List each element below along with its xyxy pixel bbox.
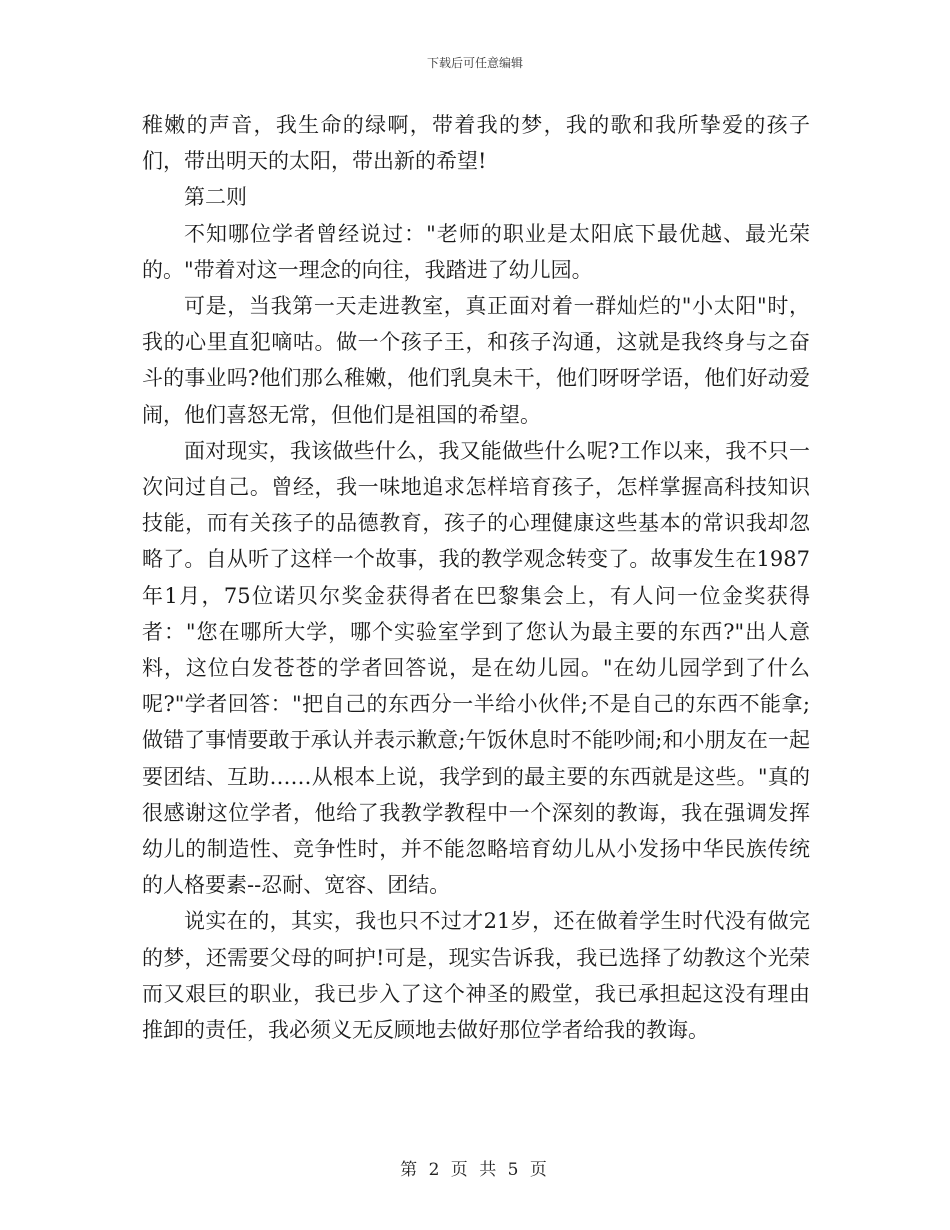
paragraph-4: 面对现实，我该做些什么，我又能做些什么呢?工作以来，我不只一次问过自己。曾经，我一味地追求怎样培育孩子，怎样掌握高科技知识技能，而有关孩子的品德教育，孩子的心理健康这些基本的常识我却忽略了。自从听了这样一个故事，我的教学观念转变了。故事发生在1987年1月，75位诺贝尔奖金获得者在巴黎集会上，有人问一位金奖获得者："您在哪所大学，哪个实验室学到了您认为最主要的东西?"出人意料，这位白发苍苍的学者回答说，是在幼儿园。"在幼儿园学到了什么呢?"学者回答："把自己的东西分一半给小伙伴;不是自己的东西不能拿;做错了事情要敢于承认并表示歉意;午饭休息时不能吵闹;和小朋友在一起要团结、互助……从根本上说，我学到的最主要的东西就是这些。"真的很感谢这位学者，他给了我教学教程中一个深刻的教诲，我在强调发挥幼儿的制造性、竞争性时，并不能忽略培育幼儿从小发扬中华民族传统的人格要素--忍耐、宽容、团结。 [142, 438, 810, 898]
section-heading: 第二则 [184, 185, 247, 210]
page-header-note: 下载后可任意编辑 [426, 56, 523, 70]
document-body [142, 107, 810, 1048]
paragraph-5: 说实在的，其实，我也只不过才21岁，还在做着学生时代没有做完的梦，还需要父母的呵护!可是，现实告诉我，我已选择了幼教这个光荣而又艰巨的职业，我已步入了这个神圣的殿堂，我已承担起这没有理由推卸的责任，我必须义无反顾地去做好那位学者给我的教诲。 [142, 909, 810, 1043]
page-number: 第 2 页 共 5 页 [400, 1160, 550, 1180]
paragraph-3: 可是，当我第一天走进教室，真正面对着一群灿烂的"小太阳"时，我的心里直犯嘀咕。做一个孩子王，和孩子沟通，这就是我终身与之奋斗的事业吗?他们那么稚嫩，他们乳臭未干，他们呀呀学语，他们好动爱闹，他们喜怒无常，但他们是祖国的希望。 [142, 294, 810, 427]
paragraph-1: 稚嫩的声音，我生命的绿啊，带着我的梦，我的歌和我所挚爱的孩子们，带出明天的太阳，带出新的希望! [142, 113, 810, 174]
paragraph-2: 不知哪位学者曾经说过："老师的职业是太阳底下最优越、最光荣的。"带着对这一理念的向往，我踏进了幼儿园。 [142, 221, 810, 282]
